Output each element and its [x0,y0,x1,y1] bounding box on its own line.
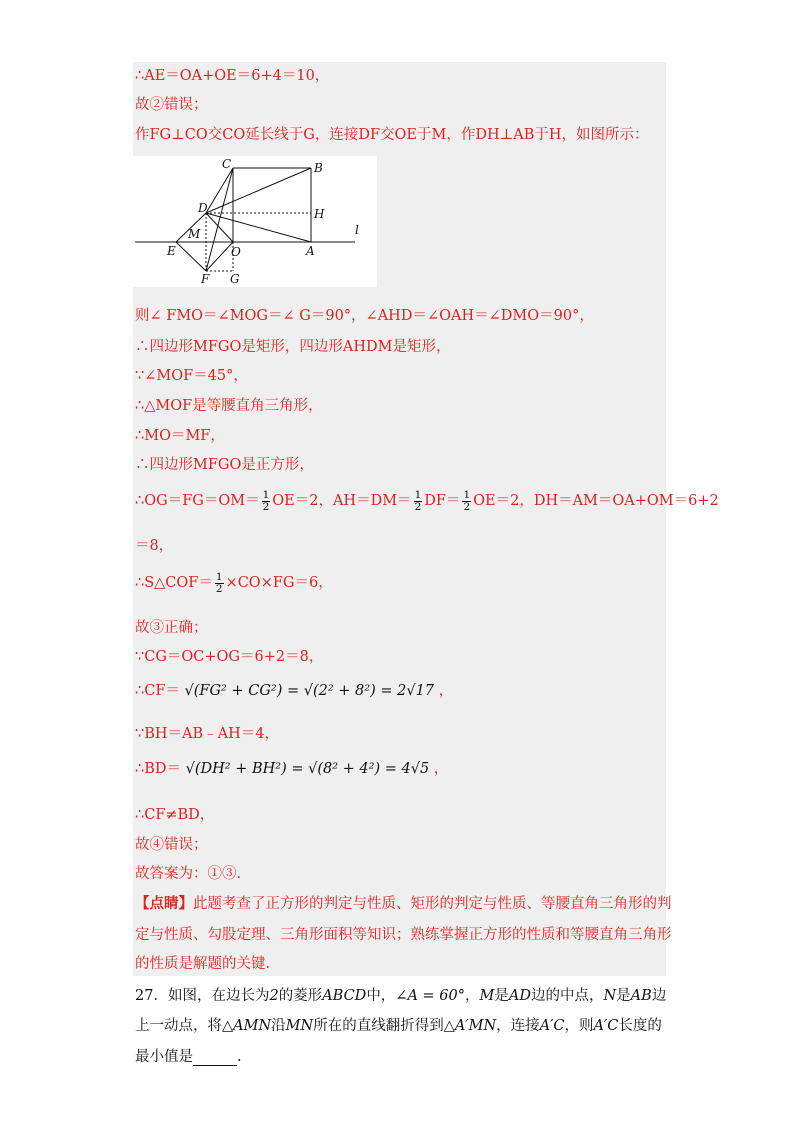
label-D: D [198,201,208,215]
text-segment: 最小值是 [135,1049,193,1065]
geometry-figure [133,156,377,287]
text-segment: 中， [366,988,396,1004]
text-segment: OE＝2，AH＝DM＝ [272,493,412,509]
text-segment: 是 [494,988,509,1004]
label-H: H [314,207,325,221]
text-segment: 27．如图，在边长为 [135,988,270,1004]
math-segment: A′C [593,1018,619,1034]
solution-line: ＝8， [135,538,174,554]
label-G: G [230,272,240,286]
geometry-diagram [133,156,377,287]
solution-line: ∵CG＝OC+OG＝6+2＝8， [135,649,324,665]
solution-line: 故③正确； [135,620,208,636]
question-line [135,987,666,1005]
label-E: E [167,244,176,258]
solution-line: 故②错误； [135,97,208,113]
label-C: C [222,157,232,171]
answer-blank[interactable] [193,1052,237,1066]
question-line: 最小值是 . [135,1049,242,1065]
solution-line: 作FG⊥CO交CO延长线于G，连接DF交OE于M，作DH⊥AB于H，如图所示： [135,127,649,143]
label-F: F [201,272,210,286]
text-segment: ∴CF＝ [135,683,180,699]
solution-line: ∴CF≠BD， [135,807,215,823]
math-segment: 2 [269,988,279,1004]
label-B: B [314,161,323,175]
solution-line: 的性质是解题的关键. [135,956,271,972]
fraction-half [215,572,224,595]
math-segment: AB [630,988,652,1004]
text-segment: ∴OG＝FG＝OM＝ [135,493,260,509]
text-segment: 所在的直线翻折得到 [313,1018,444,1034]
text-segment: ∴BD＝ [135,761,182,777]
fraction-denominator: 2 [262,500,270,513]
text-segment: ， [465,988,480,1004]
solution-line [135,488,719,514]
math-segment: AD [508,988,531,1004]
label-l: l [355,223,359,237]
math-segment: A′C [539,1018,565,1034]
fraction-denominator: 2 [215,582,223,595]
fraction-denominator: 2 [463,500,471,513]
math-segment: MN [285,1018,314,1034]
bd-formula: √(DH² + BH²) = √(8² + 4²) = 4√5 [185,761,430,777]
math-segment: M [479,988,495,1004]
label-A: A [306,244,315,258]
key-point-tag: 【点睛】 [135,895,193,912]
text-segment: ∴S△COF＝ [135,575,213,591]
solution-line: 定与性质、勾股定理、三角形面积等知识；熟练掌握正方形的性质和等腰直角三角形 [135,927,672,943]
fraction-numerator: 1 [262,488,270,501]
text-segment: 边 [651,988,667,1004]
text-segment: 长度的 [618,1018,662,1034]
text-segment: 的菱形 [278,988,323,1004]
question-line [135,1017,662,1035]
solution-line [135,570,333,596]
text-segment: 边的中点， [530,988,604,1004]
text-segment: 上一动点，将 [135,1018,222,1034]
solution-line: ∴MO＝MF， [135,428,225,444]
text-segment: 是 [616,988,631,1004]
math-segment: ∠A = 60° [395,988,466,1004]
solution-line: ∴AE＝OA+OE＝6+4＝10， [135,68,330,84]
text-segment: 此题考查了正方形的判定与性质、矩形的判定与性质、等腰直角三角形的判 [193,896,672,912]
fraction-half [262,490,271,513]
math-segment: ABCD [322,988,367,1004]
text-segment: 沿 [271,1018,286,1034]
fraction-numerator: 1 [414,488,422,501]
solution-line: ∴△MOF是等腰直角三角形， [135,398,323,414]
fraction-denominator: 2 [414,500,422,513]
text-segment: ， [438,683,454,699]
solution-line: ∴四边形MFGO是矩形，四边形AHDM是矩形， [135,339,451,355]
solution-line [135,895,672,913]
math-segment: △AMN [222,1018,272,1034]
text-segment: OE＝2，DH＝AM＝OA+OM＝6+2 [473,493,719,509]
solution-line: 则∠ FMO＝∠MOG＝∠ G＝90°，∠AHD＝∠OAH＝∠DMO＝90°， [135,308,594,324]
solution-line [135,680,453,702]
fraction-half [462,490,471,513]
fraction-half [414,490,423,513]
cf-formula: √(FG² + CG²) = √(2² + 8²) = 2√17 [184,683,435,699]
text-segment: DF＝ [424,493,461,509]
math-segment: N [603,988,617,1004]
text-segment: ，则 [564,1018,594,1034]
solution-line [135,758,448,780]
solution-line: ∴四边形MFGO是正方形， [135,457,314,473]
text-segment: ， [433,761,449,777]
label-O: O [231,245,241,259]
text-segment: ×CO×FG＝6， [225,575,333,591]
label-M: M [188,227,201,241]
solution-line: 故④错误； [135,837,208,853]
text-segment: ，连接 [496,1018,540,1034]
solution-line: 故答案为：①③. [135,866,242,882]
math-segment: △A′MN [443,1018,497,1034]
fraction-numerator: 1 [463,488,471,501]
solution-line: ∵∠MOF＝45°， [135,368,248,384]
fraction-numerator: 1 [215,570,223,583]
solution-line: ∵BH＝AB﹣AH＝4， [135,726,279,742]
